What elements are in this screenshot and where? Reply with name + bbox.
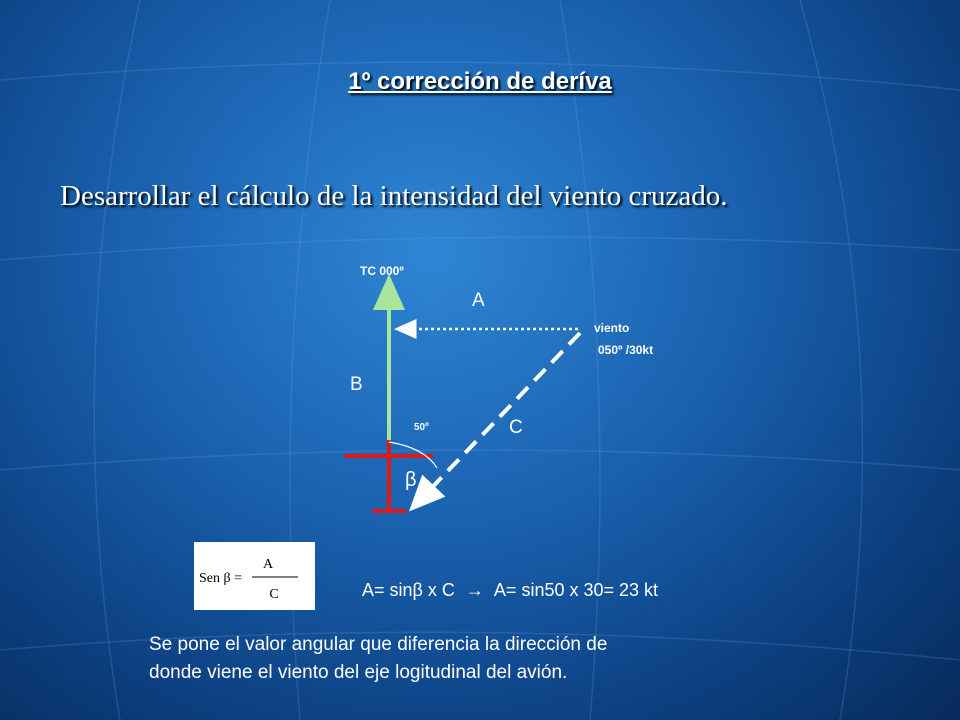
wind-vector-c: [420, 333, 580, 500]
beta-label: β: [405, 469, 417, 491]
note-line1: Se pone el valor angular que diferencia la dirección de: [149, 634, 608, 655]
slide-title: 1º corrección de deríva: [348, 68, 612, 95]
formula-lhs: Sen β =: [199, 571, 243, 586]
wind-label-line2: 050º /30kt: [598, 343, 654, 357]
explanation-note: [149, 631, 607, 687]
formula-denominator: C: [269, 587, 279, 602]
label-a: A: [472, 290, 485, 311]
note-line2: donde viene el viento del eje logitudinal del avión.: [149, 662, 568, 683]
calculation-line: [362, 580, 658, 601]
calculation-part2: A= sin50 x 30= 23 kt: [493, 580, 659, 600]
calculation-part1: A= sinβ x C: [362, 580, 455, 600]
formula-numerator: A: [262, 557, 274, 572]
angle-label: 50º: [414, 422, 429, 433]
right-arrow-icon: →: [465, 580, 484, 600]
heading-label: TC 000º: [360, 264, 404, 278]
sine-formula-box: [194, 542, 315, 610]
label-c: C: [509, 417, 523, 438]
wind-label-line1: viento: [594, 321, 630, 335]
slide-subtitle: Desarrollar el cálculo de la intensidad del viento cruzado.: [60, 180, 728, 212]
label-b: B: [350, 374, 363, 395]
